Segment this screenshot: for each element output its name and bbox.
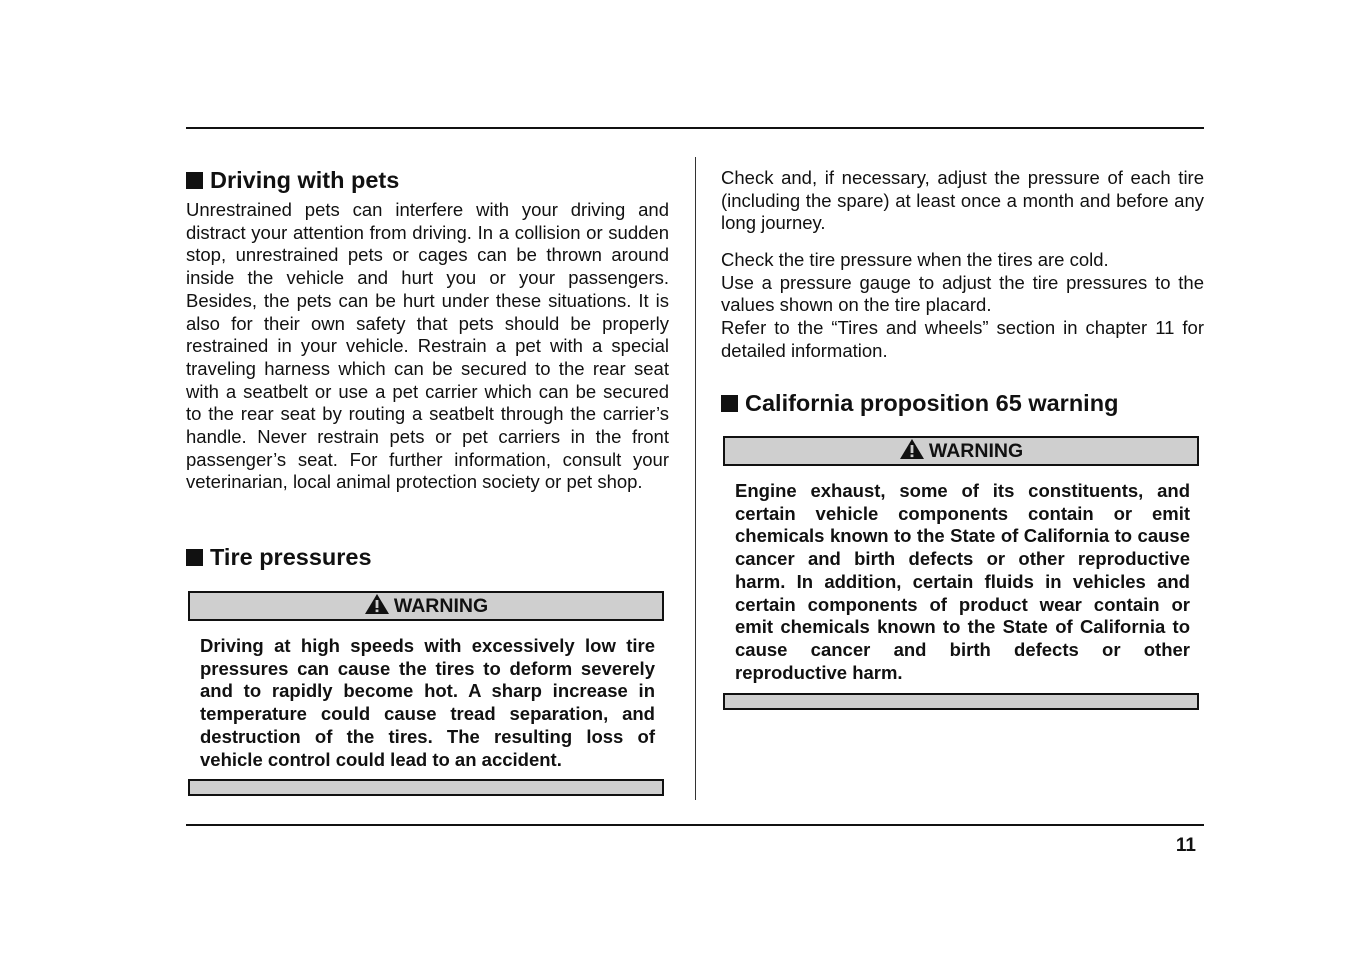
- pets-paragraph-text: Unrestrained pets can interfere with your driving and distract your attention from driving. In a collision or sudden stop, unrestrained pets or cages can be thrown around inside the vehicle and hurt you or your passengers. Besides, the pets can be hurt under these situations. It is also for their own safety that pets should be properly restrained in your vehicle. Restrain a pet with a special traveling harness which can be secured to the rear seat with a seatbelt or use a pet carrier which can be secured to the rear seat by routing a seatbelt through the carrier’s handle. Never restrain pets or pet carriers in the front passenger’s seat. For further information, consult your veterinarian, local animal protection society or pet shop.: [186, 199, 669, 493]
- california-warning-text: [735, 480, 1190, 684]
- tire-warning-body: Driving at high speeds with excessively low tire pressures can cause the tires to deform severely and to rapidly become hot. A sharp increase in temperature could cause tread separation, and destruction of the tires. The resulting loss of vehicle control could lead to an accident.: [200, 635, 655, 770]
- section-heading-pets: [186, 166, 399, 194]
- california-warning-banner: [723, 436, 1199, 466]
- tire-warning-banner: [188, 591, 664, 621]
- gauge-line: Use a pressure gauge to adjust the tire pressures to the values shown on the tire placard.: [721, 271, 1204, 316]
- california-warning-body: Engine exhaust, some of its constituents, and certain vehicle components contain or emit chemicals known to the State of California to cause cancer and birth defects or other reproductive harm. In addition, certain fluids in vehicles and certain components of product wear contain or emit chemicals known to the State of California to cause cancer and birth defects or other reproductive harm.: [735, 480, 1190, 683]
- column-divider: [695, 157, 696, 800]
- tire-warning-text: [200, 635, 655, 771]
- tire-heading-text: Tire pressures: [210, 544, 372, 570]
- california-heading-text: California proposition 65 warning: [745, 390, 1119, 416]
- tire-warning-label: WARNING: [393, 595, 489, 617]
- cold-line: Check the tire pressure when the tires are cold.: [721, 249, 1109, 270]
- california-warning-label: WARNING: [928, 440, 1024, 462]
- check-paragraph-text: Check and, if necessary, adjust the pressure of each tire (including the spare) at least once a month and before any long journey.: [721, 167, 1204, 234]
- warning-triangle-icon: [899, 438, 925, 460]
- california-warning-end-bar: [723, 693, 1199, 710]
- check-paragraph: [721, 167, 1204, 235]
- bottom-rule: [186, 824, 1204, 826]
- heading-square-icon: [186, 172, 203, 189]
- top-rule: [186, 127, 1204, 129]
- page-number: 11: [1175, 835, 1196, 856]
- refer-line: Refer to the “Tires and wheels” section in chapter 11 for detailed information.: [721, 317, 1204, 361]
- tire-warning-end-bar: [188, 779, 664, 796]
- heading-square-icon: [186, 549, 203, 566]
- section-heading-tire-pressures: [186, 543, 372, 571]
- pets-paragraph: [186, 199, 669, 494]
- warning-triangle-icon: [364, 593, 390, 615]
- tire-instructions: [721, 249, 1204, 363]
- heading-square-icon: [721, 395, 738, 412]
- section-heading-california: [721, 389, 1118, 417]
- pets-heading-text: Driving with pets: [210, 167, 400, 193]
